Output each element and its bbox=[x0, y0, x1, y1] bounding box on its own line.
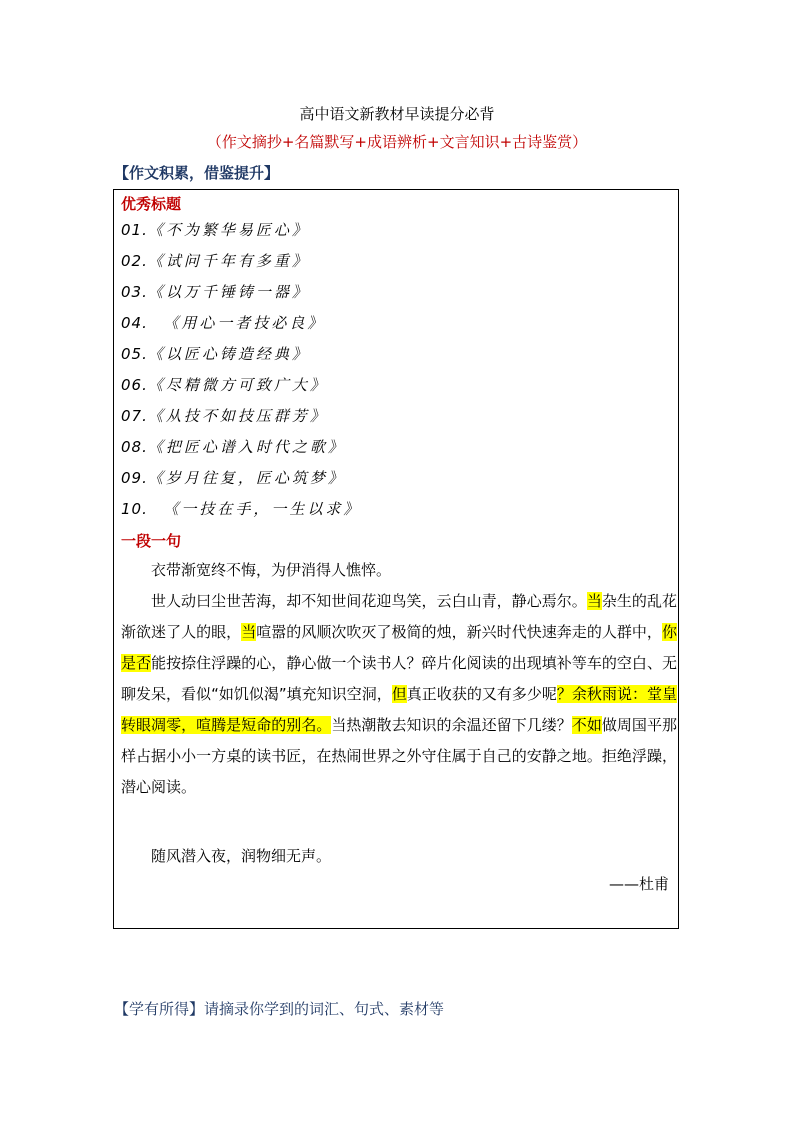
title-item-1 bbox=[121, 219, 310, 240]
title-num: 07. bbox=[121, 407, 148, 425]
passage-label: 一段一句 bbox=[121, 532, 182, 550]
document-subtitle: （作文摘抄+名篇默写+成语辨析+文言知识+古诗鉴赏） bbox=[206, 133, 588, 151]
highlighted-segment: 但 bbox=[391, 685, 407, 703]
passage-segment: 当热潮散去知识的余温还留下几缕？ bbox=[331, 716, 572, 734]
passage-body bbox=[121, 586, 677, 803]
highlighted-segment: 当 bbox=[586, 592, 602, 610]
title-text: 《以万千锤铸一器》 bbox=[147, 283, 310, 301]
passage-segment: 真正收获的又有多少呢 bbox=[406, 685, 557, 703]
title-num: 09. bbox=[121, 469, 148, 487]
title-num: 02. bbox=[121, 252, 148, 270]
quote-author: ——杜甫 bbox=[608, 875, 669, 893]
passage-segment: 杂生的乱花渐欲迷了人的眼， bbox=[121, 592, 677, 641]
title-num: 08. bbox=[121, 438, 148, 456]
title-num: 10. bbox=[121, 500, 148, 518]
passage-segment: 能按捺住浮躁的心，静心做一个读书人？碎片化阅读的出现填补等车的空白、无聊发呆，看似“如饥似渴”填充知识空洞， bbox=[121, 654, 677, 703]
title-text: 《不为繁华易匠心》 bbox=[147, 221, 310, 239]
title-text: 《一技在手，一生以求》 bbox=[147, 500, 362, 518]
title-item-3 bbox=[121, 281, 310, 302]
title-text: 《岁月往复，匠心筑梦》 bbox=[147, 469, 346, 487]
title-item-6 bbox=[121, 374, 328, 395]
title-text: 《试问千年有多重》 bbox=[147, 252, 310, 270]
highlighted-segment: 不如 bbox=[571, 716, 602, 734]
titles-label: 优秀标题 bbox=[121, 195, 182, 213]
highlighted-segment: 当 bbox=[241, 623, 257, 641]
passage-segment: 世人动曰尘世苦海，却不知世间花迎鸟笑，云白山青，静心焉尔。 bbox=[151, 592, 587, 610]
document-title: 高中语文新教材早读提分必背 bbox=[299, 105, 495, 123]
title-num: 03. bbox=[121, 283, 148, 301]
title-text: 《用心一者技必良》 bbox=[147, 314, 326, 332]
passage-segment: 做周国平那样占据小小一方桌的读书匠，在热闹世界之外守住属于自己的安静之地。拒绝浮躁，潜心阅读。 bbox=[121, 716, 677, 796]
title-num: 05. bbox=[121, 345, 148, 363]
title-item-7 bbox=[121, 405, 328, 426]
title-item-5 bbox=[121, 343, 310, 364]
title-item-8 bbox=[121, 436, 346, 457]
title-item-2 bbox=[121, 250, 310, 271]
quote-line: 随风潜入夜，润物细无声。 bbox=[151, 847, 332, 865]
content-box bbox=[113, 189, 679, 929]
title-num: 01. bbox=[121, 221, 148, 239]
section-heading: 【作文积累，借鉴提升】 bbox=[114, 164, 280, 182]
title-item-10 bbox=[121, 498, 361, 519]
title-text: 《以匠心铸造经典》 bbox=[147, 345, 310, 363]
title-num: 04. bbox=[121, 314, 148, 332]
highlighted-segment: ？余秋雨说：堂皇转眼凋零，喧腾是短命的别名。 bbox=[121, 685, 677, 734]
title-item-4 bbox=[121, 312, 325, 333]
title-num: 06. bbox=[121, 376, 148, 394]
passage-segment: 喧嚣的风顺次吹灭了极简的烛，新兴时代快速奔走的人群中， bbox=[256, 623, 662, 641]
highlighted-segment: 你是否 bbox=[121, 623, 677, 672]
passage-first-line: 衣带渐宽终不悔，为伊消得人憔悴。 bbox=[151, 561, 392, 579]
title-text: 《把匠心谱入时代之歌》 bbox=[147, 438, 346, 456]
title-text: 《尽精微方可致广大》 bbox=[147, 376, 328, 394]
footer-heading: 【学有所得】请摘录你学到的词汇、句式、素材等 bbox=[114, 1000, 445, 1018]
title-item-9 bbox=[121, 467, 346, 488]
title-text: 《从技不如技压群芳》 bbox=[147, 407, 328, 425]
